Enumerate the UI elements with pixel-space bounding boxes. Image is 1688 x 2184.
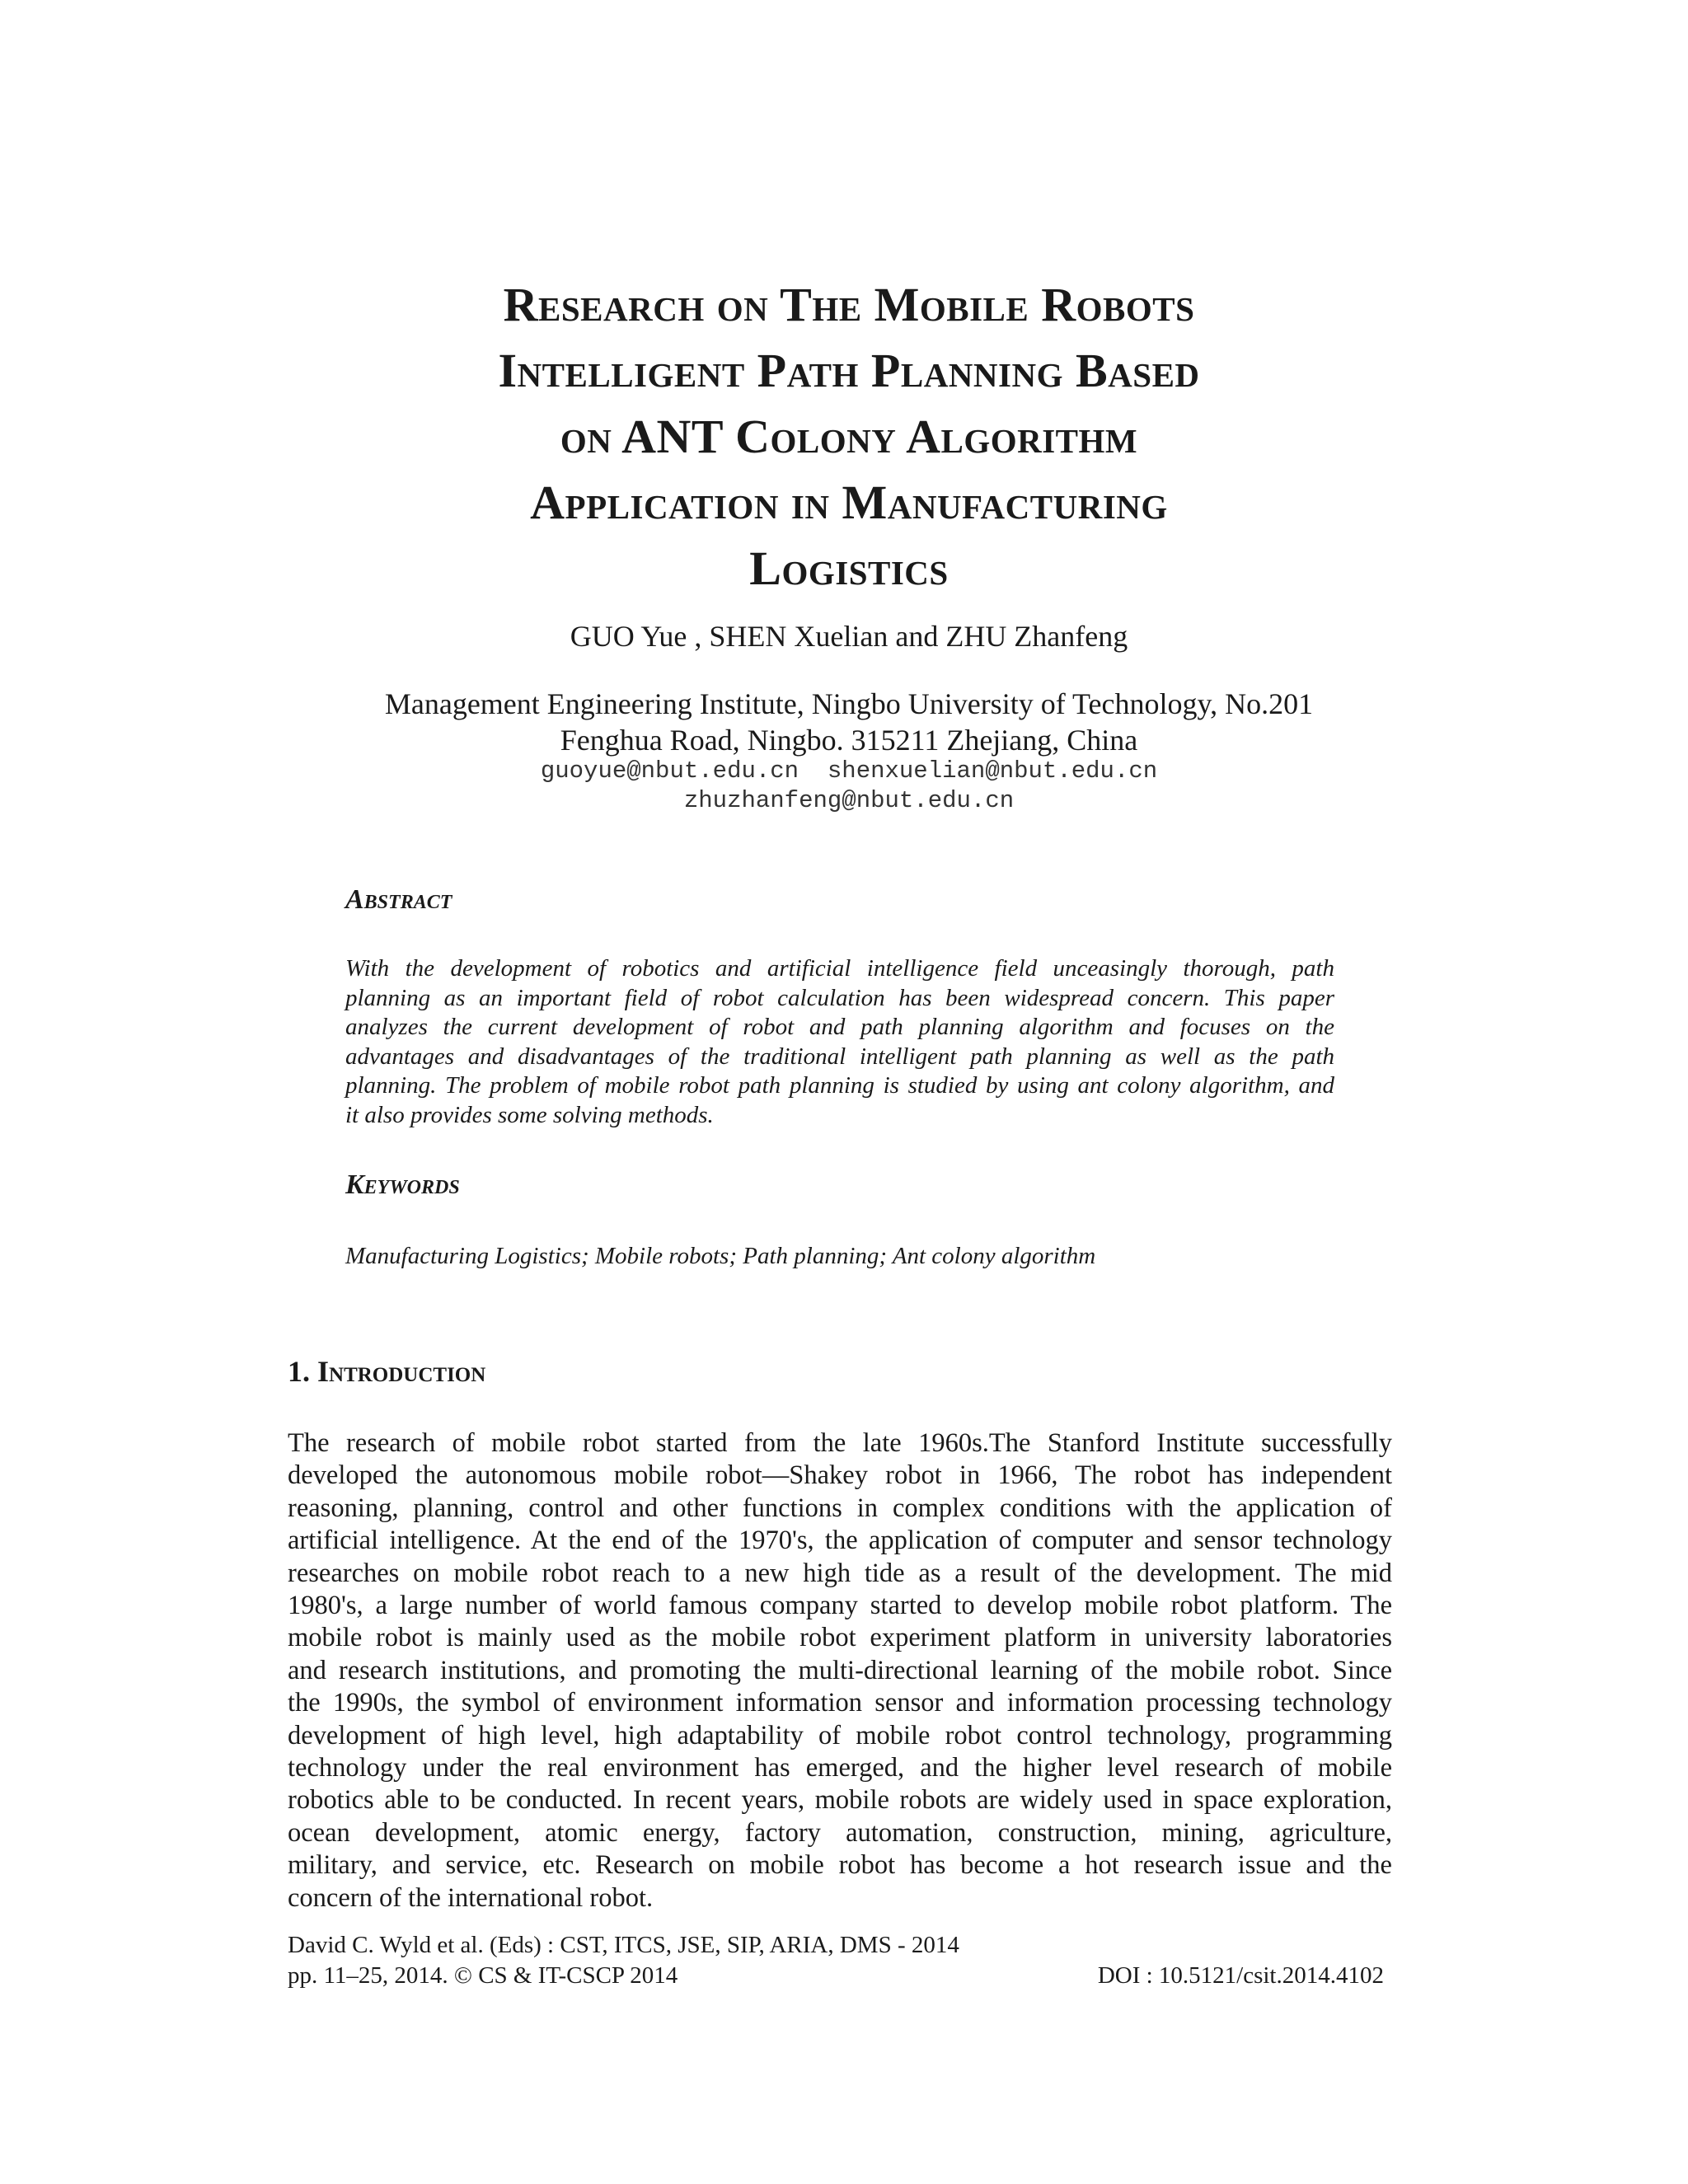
body-line: the 1990s, the symbol of environment information sensor and information processing technology (288, 1688, 1392, 1718)
footer-proceedings: David C. Wyld et al. (Eds) : CST, ITCS, JSE, SIP, ARIA, DMS - 2014 (288, 1932, 959, 1958)
affiliation-line: Fenghua Road, Ningbo. 315211 Zhejiang, China (560, 724, 1138, 757)
body-line: ocean development, atomic energy, factory automation, construction, mining, agriculture, (288, 1817, 1392, 1848)
abstract-line: analyzes the current development of robot and path planning algorithm and focuses on the (345, 1014, 1334, 1040)
keywords-text: Manufacturing Logistics; Mobile robots; Path planning; Ant colony algorithm (345, 1243, 1096, 1269)
paper-title (272, 272, 1426, 602)
body-line: reasoning, planning, control and other functions in complex conditions with the application of (288, 1493, 1392, 1523)
body-line: artificial intelligence. At the end of the 1970's, the application of computer and sensor technology (288, 1526, 1392, 1556)
abstract-line: advantages and disadvantages of the traditional intelligent path planning as well as the path (345, 1043, 1334, 1070)
body-line: development of high level, high adaptability of mobile robot control technology, programming (288, 1720, 1392, 1750)
body-line: researches on mobile robot reach to a new high tide as a result of the development. The mid (288, 1558, 1392, 1588)
introduction-body (288, 1427, 1392, 1915)
author-list: GUO Yue , SHEN Xuelian and ZHU Zhanfeng (570, 620, 1128, 653)
abstract-line: planning as an important field of robot calculation has been widespread concern. This paper (345, 984, 1334, 1011)
affiliation (272, 686, 1426, 758)
affiliation-line: Management Engineering Institute, Ningbo University of Technology, No.201 (384, 687, 1314, 720)
body-line: developed the autonomous mobile robot—Shakey robot in 1966, The robot has independent (288, 1460, 1392, 1491)
body-line: and research institutions, and promoting the multi-directional learning of the mobile robot. Since (288, 1655, 1392, 1685)
title-line: Intelligent Path Planning Based (498, 344, 1200, 397)
author-emails (272, 757, 1426, 816)
section-heading-introduction: 1. Introduction (288, 1355, 486, 1388)
abstract-heading: Abstract (345, 884, 452, 915)
body-line: technology under the real environment has emerged, and the higher level research of mobile (288, 1753, 1392, 1783)
footer-row (288, 1930, 1392, 1961)
email-line[interactable]: guoyue@nbut.edu.cn shenxuelian@nbut.edu.cn (540, 757, 1158, 785)
footer-doi[interactable]: DOI : 10.5121/csit.2014.4102 (1097, 1962, 1384, 1989)
title-line: on ANT Colony Algorithm (560, 410, 1138, 463)
email-line[interactable]: zhuzhanfeng@nbut.edu.cn (683, 787, 1015, 814)
page-footer (288, 1930, 1392, 1991)
abstract-body (345, 954, 1334, 1130)
title-line: Research on The Mobile Robots (503, 278, 1195, 331)
body-line: robotics able to be conducted. In recent years, mobile robots are widely used in space exploration, (288, 1785, 1392, 1816)
title-line: Logistics (749, 541, 949, 595)
abstract-line: planning. The problem of mobile robot path planning is studied by using ant colony algorithm, and (345, 1072, 1334, 1099)
body-line: concern of the international robot. (288, 1882, 654, 1913)
abstract-line: it also provides some solving methods. (345, 1101, 714, 1128)
body-line: military, and service, etc. Research on mobile robot has become a hot research issue and the (288, 1850, 1392, 1881)
abstract-line: With the development of robotics and artificial intelligence field unceasingly thorough, path (345, 955, 1334, 982)
keywords-heading: Keywords (345, 1169, 460, 1200)
body-line: The research of mobile robot started from the late 1960s.The Stanford Institute successfully (288, 1428, 1392, 1458)
footer-row (288, 1961, 1392, 1991)
title-line: Application in Manufacturing (530, 476, 1168, 529)
body-line: mobile robot is mainly used as the mobile robot experiment platform in university laboratories (288, 1623, 1392, 1653)
footer-pages-copyright: pp. 11–25, 2014. © CS & IT-CSCP 2014 (288, 1962, 678, 1989)
body-line: 1980's, a large number of world famous company started to develop mobile robot platform. The (288, 1591, 1392, 1621)
